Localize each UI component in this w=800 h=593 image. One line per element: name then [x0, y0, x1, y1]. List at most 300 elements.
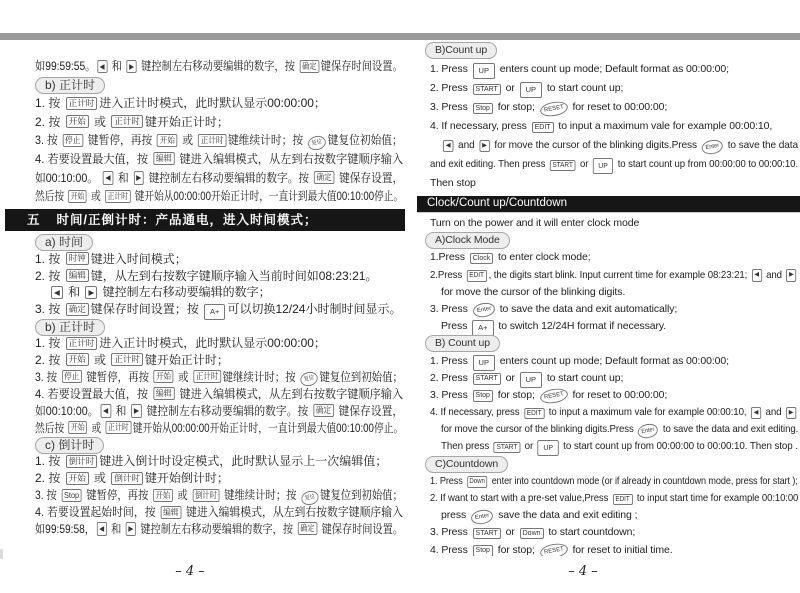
key-cap: Down — [520, 528, 544, 540]
right-page-number: – 4 – — [568, 564, 598, 579]
text-line — [5, 386, 405, 403]
text-line-content — [35, 453, 387, 470]
section-number: 五 — [27, 212, 41, 227]
section-header-bar — [5, 209, 405, 231]
arrow-right-key-icon: ▶ — [126, 522, 136, 536]
text-line-content — [430, 174, 476, 193]
key-cap: 正计时 — [198, 134, 226, 147]
text-line — [417, 79, 800, 98]
text-segment: 或 — [174, 488, 191, 503]
scan-artifact-mark — [0, 549, 3, 559]
text-line-content — [430, 301, 677, 318]
key-cap: START — [473, 373, 501, 385]
key-cap: 倒计时 — [192, 489, 219, 502]
key-cap: 时钟 — [66, 252, 89, 265]
text-segment: press — [441, 509, 469, 522]
text-segment: and — [763, 268, 785, 281]
text-line — [417, 174, 800, 193]
text-segment: and — [455, 139, 478, 151]
section-label: B)Count up — [425, 42, 497, 59]
key-cap: 开始 — [66, 472, 89, 485]
text-segment: to input a maximum vale for example 00:00:10, — [546, 406, 750, 419]
left-page-column — [5, 57, 405, 543]
key-cap: EDIT — [532, 122, 554, 134]
text-segment: 或 — [88, 420, 104, 435]
arrow-left-key-icon: ◀ — [100, 404, 111, 418]
text-segment: 2. If want to start with a pre-set value,Press — [430, 492, 611, 504]
reset-key: RESET — [539, 99, 569, 118]
text-line — [417, 507, 800, 524]
text-line — [417, 370, 800, 387]
text-line-content — [35, 386, 403, 403]
text-line-content — [35, 420, 403, 437]
text-line — [417, 284, 800, 301]
text-segment: 键保存时间设置；按 — [90, 302, 203, 317]
key-cap: 倒计时 — [66, 455, 98, 468]
reset-key: RESET — [539, 387, 569, 406]
text-line-content — [35, 369, 403, 387]
text-segment: to input start time for example 00:10:00 — [634, 492, 799, 504]
section-label: b) 正计时 — [35, 319, 105, 336]
left-page-number: – 4 – — [175, 564, 205, 579]
text-segment: 3. 按 — [35, 133, 61, 148]
text-line — [417, 267, 800, 284]
text-segment: 键复位到初始值； — [319, 369, 403, 384]
key-cap: 正计时 — [106, 421, 132, 434]
key-cap: Down — [467, 476, 488, 488]
enter-key: Enter — [470, 508, 494, 526]
text-segment: to start count up from 00:00:00 to 00:00:10. Then stop . — [560, 440, 798, 453]
text-segment: or — [502, 82, 518, 94]
text-line — [5, 453, 405, 470]
text-line — [417, 117, 800, 136]
text-segment: 如00:10:00。 — [35, 403, 99, 418]
text-segment: 键保存设置， — [336, 170, 404, 185]
text-segment: 2. 按 — [35, 114, 64, 129]
text-segment: 4. 若要设置起始时间，按 — [35, 505, 159, 519]
text-line-content — [35, 335, 326, 352]
key-cap: 正计时 — [66, 97, 98, 110]
text-segment: 键控制左右移动要编辑的数字。按 — [143, 403, 312, 418]
key-cap: UP — [520, 372, 542, 388]
section-label-row — [5, 318, 405, 335]
text-segment: 键暂停，再按 — [83, 369, 152, 384]
section-label: B) Count up — [425, 335, 500, 352]
text-segment: to start count up; — [544, 82, 624, 94]
text-segment: Then stop — [430, 177, 476, 189]
text-segment: to save the data and exit editing. — [660, 423, 799, 436]
key-cap: 开始 — [66, 115, 89, 128]
text-segment: 1. 按 — [35, 251, 64, 266]
text-line — [5, 487, 405, 504]
text-segment: 1. Press — [430, 354, 471, 367]
text-segment: 4. If necessary, press — [430, 406, 523, 419]
key-cap: 编辑 — [153, 152, 174, 165]
key-cap: UP — [520, 82, 542, 98]
text-segment: for reset to 00:00:00; — [569, 388, 668, 401]
key-cap: 停止 — [62, 134, 83, 147]
text-line-content — [430, 490, 798, 507]
text-line-content — [441, 438, 798, 456]
key-cap: 开始 — [69, 421, 88, 434]
text-segment: 如99:59:55。 — [35, 59, 96, 73]
text-segment: 或 — [179, 133, 197, 148]
text-segment: 键暂停，再按 — [83, 488, 152, 503]
text-segment: 2. Press — [430, 371, 471, 384]
key-cap: 确定 — [298, 522, 318, 535]
key-cap: Stop — [473, 390, 493, 402]
section-label: C)Countdown — [425, 456, 508, 473]
text-line — [417, 353, 800, 370]
text-line-content — [430, 249, 591, 266]
text-line — [417, 249, 800, 266]
enter-key: Enter — [701, 138, 725, 156]
text-line — [5, 57, 405, 76]
key-cap: 正计时 — [111, 115, 143, 128]
key-cap: 正计时 — [193, 370, 220, 383]
text-segment: 或 — [88, 189, 104, 204]
key-cap: START — [494, 442, 520, 454]
text-line — [417, 524, 800, 541]
key-cap: 开始 — [154, 370, 174, 383]
arrow-right-key-icon: ▶ — [479, 140, 489, 153]
arrow-right-key-icon: ▶ — [131, 404, 142, 418]
key-cap: EDIT — [467, 270, 487, 282]
text-line-content — [49, 284, 271, 301]
section-label: A)Clock Mode — [425, 232, 510, 249]
text-line — [417, 215, 800, 232]
text-segment: 键进入倒计时设定模式，此时默认显示上一次编辑值； — [99, 454, 388, 469]
text-line — [5, 301, 405, 318]
key-cap: START — [473, 528, 501, 540]
text-line-content — [441, 284, 625, 301]
text-line-content — [430, 524, 635, 541]
section-label-row — [417, 41, 800, 60]
section-label: a) 时间 — [35, 234, 93, 251]
text-segment: for reset to initial time. — [569, 543, 673, 556]
text-segment: 4. If necessary, press — [430, 120, 530, 132]
key-cap: Stop — [473, 545, 493, 556]
text-segment: 或 — [90, 352, 110, 367]
key-cap: 正计时 — [111, 353, 143, 366]
text-segment: and — [762, 406, 785, 419]
section-label: b) 正计时 — [35, 77, 105, 94]
section-label-row — [5, 76, 405, 95]
text-segment: 键控制左右移动要编辑的数字，按 — [137, 521, 296, 536]
text-line — [417, 387, 800, 404]
text-line — [417, 301, 800, 318]
text-segment: 1.Press — [430, 251, 468, 264]
text-segment: 和 — [108, 521, 125, 536]
text-segment: 4. 若要设置最大值，按 — [35, 386, 152, 401]
key-cap: UP — [473, 355, 495, 371]
arrow-right-key-icon: ▶ — [85, 286, 97, 300]
key-cap: 确定 — [66, 303, 89, 316]
arrow-right-key-icon: ▶ — [786, 269, 796, 282]
text-line-content — [430, 98, 667, 117]
text-segment: 3. 按 — [35, 369, 60, 384]
text-line-content — [35, 94, 326, 113]
text-segment: and exit editing. Then press — [430, 158, 548, 170]
text-segment: 和 — [64, 285, 84, 300]
key-cap: 倒计时 — [111, 472, 143, 485]
text-line-content — [35, 352, 229, 369]
key-cap: Stop — [473, 103, 493, 115]
text-segment: 键，从左到右按数字键顺序输入当前时间如08:23:21。 — [90, 268, 378, 283]
text-segment: for stop; — [494, 101, 538, 113]
key-cap: 停止 — [62, 370, 82, 383]
key-cap: 开始 — [66, 353, 89, 366]
text-line — [417, 318, 800, 335]
key-cap: A+ — [204, 304, 225, 320]
key-cap: 正计时 — [66, 337, 98, 350]
text-segment: 键进入时间模式； — [90, 251, 187, 266]
text-segment: 如00:10:00。 — [35, 170, 101, 185]
text-line — [5, 187, 405, 206]
text-line-content — [430, 542, 673, 556]
text-segment: 键开始从00:00:00开始正计时，一直计到最大值00:10:00停止。 — [132, 189, 404, 204]
text-line-content — [35, 169, 403, 188]
text-line-content — [35, 187, 403, 206]
text-line-content — [430, 155, 798, 174]
text-segment: 4. Press — [430, 543, 471, 556]
text-segment: enter into countdown mode (or if already in countdown mode, press for start ); — [489, 474, 798, 487]
key-cap: 开始 — [157, 134, 178, 147]
text-segment: 键控制左右移动要编辑的数字； — [99, 285, 271, 300]
text-segment: 键进入编辑模式，从左到右按数字键顺序输入 — [176, 151, 404, 166]
text-segment: 3. Press — [430, 526, 471, 539]
text-segment: 或 — [90, 114, 110, 129]
text-segment: or — [502, 526, 518, 539]
text-segment: 键保存时间设置。 — [318, 521, 404, 536]
text-segment: 1. 按 — [35, 336, 64, 351]
text-segment: 键开始正计时； — [144, 114, 229, 129]
key-cap: A+ — [472, 320, 493, 336]
text-segment: Then press — [441, 440, 492, 453]
text-segment: 然后按 — [35, 189, 67, 204]
text-segment: 进入正计时模式，此时默认显示00:00:00； — [99, 96, 326, 111]
arrow-left-key-icon: ◀ — [103, 171, 113, 185]
text-segment: 2.Press — [430, 268, 465, 281]
key-cap: 编辑 — [66, 269, 89, 282]
reset-key: 复位 — [299, 371, 318, 388]
text-segment: to switch 12/24H format if necessary. — [495, 320, 667, 333]
text-segment: 4. 若要设置最大值，按 — [35, 151, 152, 166]
section-header-bar — [417, 196, 800, 212]
text-line — [417, 438, 800, 455]
text-segment: save the data and exit editing ; — [495, 509, 638, 522]
text-segment: 2. 按 — [35, 471, 64, 486]
text-line — [5, 369, 405, 386]
text-line — [417, 421, 800, 438]
text-segment: 和 — [108, 59, 125, 73]
text-segment: to save the data and exit automatically; — [496, 302, 678, 315]
text-segment: 键复位到初始值； — [320, 488, 403, 503]
section-label-row — [417, 456, 800, 473]
text-segment: , the digits start blink. Input current time for example 08:23:21; — [488, 268, 750, 281]
text-line — [417, 490, 800, 507]
text-line-content — [430, 370, 623, 388]
text-segment: 或 — [175, 369, 192, 384]
section-label-row — [417, 232, 800, 249]
reset-key: 复位 — [307, 134, 327, 151]
text-segment: or — [502, 371, 518, 384]
text-segment: enters count up mode; Default format as 00:00:00; — [496, 63, 729, 75]
section-title: Clock/Count up/Countdown — [427, 197, 567, 209]
text-segment: Press — [441, 320, 471, 333]
key-cap: Stop — [61, 489, 81, 502]
text-segment: 键开始倒计时； — [144, 471, 229, 486]
text-segment: 3. Press — [430, 302, 471, 315]
arrow-left-key-icon: ◀ — [97, 60, 107, 74]
arrow-left-key-icon: ◀ — [97, 522, 107, 536]
text-segment: 键保存设置， — [335, 403, 404, 418]
arrow-left-key-icon: ◀ — [751, 407, 761, 420]
section-label: c) 倒计时 — [35, 437, 104, 454]
text-segment: 和 — [115, 170, 132, 185]
arrow-right-key-icon: ▶ — [127, 60, 137, 74]
text-line-content — [35, 403, 403, 420]
text-line-content — [430, 267, 798, 284]
text-line-content — [35, 504, 403, 521]
reset-key: RESET — [539, 542, 569, 556]
text-line — [5, 131, 405, 150]
text-line — [5, 335, 405, 352]
text-segment: to start count up from 00:00:00 to 00:00:10. — [615, 158, 798, 170]
text-segment: 键开始正计时； — [144, 352, 229, 367]
text-segment: 2. Press — [430, 82, 471, 94]
text-segment: 如99:59:58， — [35, 521, 95, 536]
arrow-left-key-icon: ◀ — [51, 286, 63, 300]
text-segment: 进入正计时模式，此时默认显示00:00:00； — [99, 336, 326, 351]
key-cap: 确定 — [299, 60, 319, 73]
enter-key: Enter — [637, 422, 659, 440]
text-segment: for move the cursor of the blinking digits.Press — [441, 423, 637, 436]
text-line-content — [35, 487, 403, 505]
key-cap: 正计时 — [105, 190, 130, 203]
key-cap: 编辑 — [153, 387, 174, 400]
text-segment: 或 — [90, 471, 110, 486]
text-line-content — [441, 507, 637, 524]
text-segment: 键复位初始值； — [327, 133, 403, 148]
text-segment: or — [522, 440, 536, 453]
text-segment: 键进入编辑模式，从左到右按数字键顺序输入 — [182, 505, 403, 519]
section-title: 时间/正倒计时：产品通电，进入时间模式； — [56, 212, 318, 227]
text-line — [417, 542, 800, 556]
text-segment: 2. 按 — [35, 352, 64, 367]
reset-key: 复位 — [300, 489, 319, 506]
text-line — [5, 420, 405, 437]
text-line — [5, 352, 405, 369]
key-cap: Clock — [470, 253, 494, 265]
text-segment: 键维续计时；按 — [227, 133, 307, 148]
text-segment: 和 — [112, 403, 130, 418]
text-line — [5, 284, 405, 301]
key-cap: EDIT — [524, 408, 544, 420]
text-segment: 3. 按 — [35, 488, 60, 503]
section-label-row — [5, 234, 405, 251]
text-line-content — [35, 251, 187, 268]
text-segment: for move the cursor of the blinking digits. — [441, 285, 626, 298]
text-segment: or — [577, 158, 591, 170]
text-segment: 键暂停，再按 — [84, 133, 156, 148]
text-line-content — [430, 404, 798, 421]
text-line-content — [430, 117, 772, 136]
text-line-content — [430, 60, 729, 79]
text-line — [5, 113, 405, 132]
text-segment: to start count up; — [544, 371, 624, 384]
text-segment: to save the data — [724, 139, 799, 151]
key-cap: START — [473, 84, 501, 96]
key-cap: 编辑 — [160, 506, 181, 519]
text-line — [417, 473, 800, 490]
text-line — [5, 251, 405, 268]
text-segment: 键控制左右移动要编辑的数字。按 — [145, 170, 313, 185]
key-cap: 确定 — [313, 404, 334, 417]
text-segment: Turn on the power and it will enter clock mode — [430, 217, 640, 229]
text-segment: to start countdown; — [545, 526, 636, 539]
text-line-content — [35, 57, 403, 76]
arrow-left-key-icon: ◀ — [752, 269, 762, 282]
text-line — [5, 470, 405, 487]
text-segment: 键进入编辑模式，从左到右按数字键顺序输入 — [176, 386, 404, 401]
text-line-content — [441, 136, 798, 155]
text-line-content — [441, 318, 666, 336]
text-segment: for move the cursor of the blinking digits.Press — [491, 139, 700, 151]
text-line-content — [35, 521, 403, 538]
text-line — [5, 403, 405, 420]
arrow-right-key-icon: ▶ — [786, 407, 796, 420]
text-line — [5, 504, 405, 521]
text-line-content — [430, 353, 729, 371]
key-cap: 确定 — [314, 171, 335, 184]
key-cap: UP — [593, 158, 614, 174]
key-cap: 开始 — [68, 190, 87, 203]
text-line-content — [430, 215, 639, 232]
text-line-content — [430, 79, 623, 98]
text-segment: 2. 按 — [35, 268, 64, 283]
text-segment: for stop; — [494, 388, 538, 401]
text-line-content — [35, 470, 229, 487]
text-line — [5, 268, 405, 285]
text-line-content — [35, 268, 377, 285]
arrow-right-key-icon: ▶ — [133, 171, 143, 185]
key-cap: UP — [538, 440, 559, 456]
text-segment: to input a maximum vale for example 00:00:10, — [555, 120, 773, 132]
text-line-content — [441, 421, 798, 438]
page-top-divider — [0, 33, 800, 40]
text-line — [5, 521, 405, 538]
text-segment: 3. Press — [430, 101, 471, 113]
key-cap: EDIT — [613, 494, 633, 506]
text-segment: 然后按 — [35, 420, 67, 435]
text-segment: 1. Press — [430, 474, 466, 487]
text-segment: 3. 按 — [35, 302, 64, 317]
text-line — [417, 60, 800, 79]
enter-key: Enter — [471, 302, 495, 320]
text-segment: 1. Press — [430, 63, 471, 75]
section-label-row — [5, 436, 405, 453]
section-label-row — [417, 335, 800, 352]
text-segment: 键控制左右移动要编辑的数字，按 — [138, 59, 298, 73]
text-segment: 键维续计时；按 — [221, 488, 300, 503]
text-line — [5, 94, 405, 113]
text-line — [417, 155, 800, 174]
text-line — [417, 98, 800, 117]
text-line-content — [430, 387, 667, 404]
text-line-content — [35, 150, 403, 169]
text-line-content — [430, 473, 798, 490]
